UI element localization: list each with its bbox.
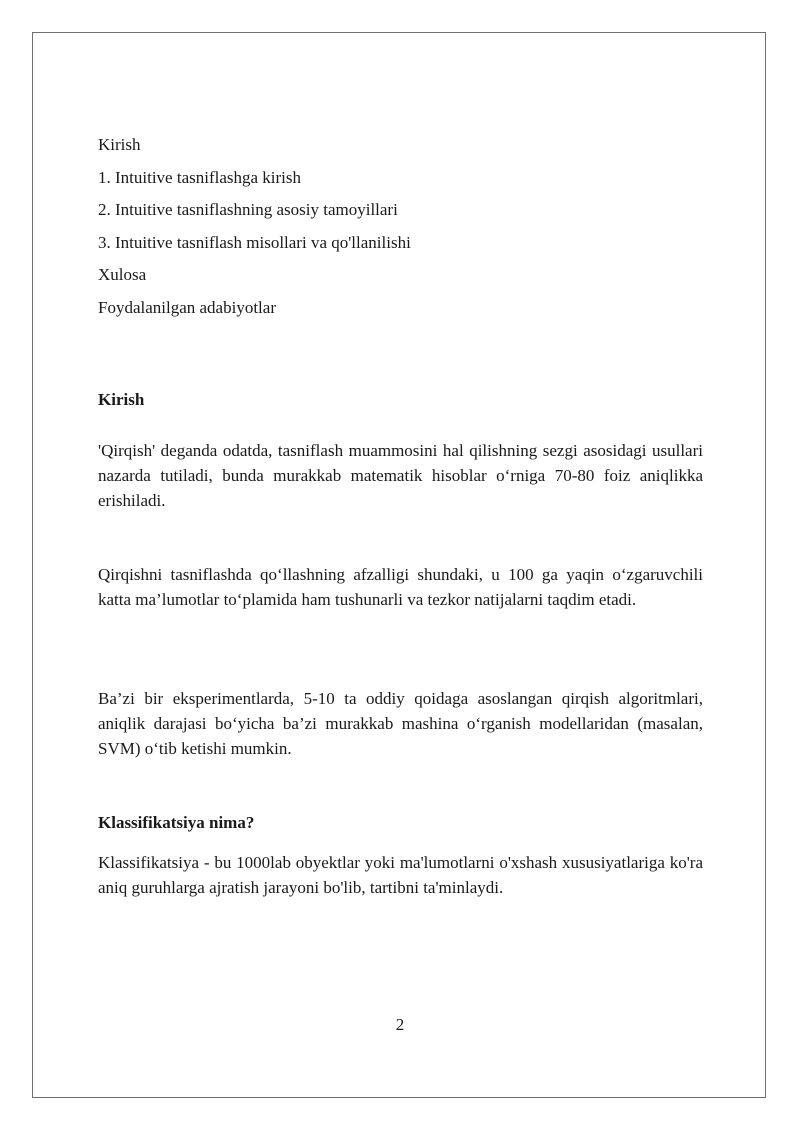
paragraph-intro-1: 'Qirqish' deganda odatda, tasniflash muammosini hal qilishning sezgi asosidagi usullari nazarda tutiladi, bunda murakkab matematik hisoblar o‘rniga 70-80 foiz aniqlikka erishiladi. (98, 441, 703, 510)
toc-item-1: 1. Intuitive tasniflashga kirish (98, 167, 302, 187)
toc-item-3: 3. Intuitive tasniflash misollari va qo'llanilishi (98, 232, 411, 252)
paragraph-classification: Klassifikatsiya - bu 1000lab obyektlar yoki ma'lumotlarni o'xshash xususiyatlariga ko'ra aniq guruhlarga ajratish jarayoni bo'lib, tartibni ta'minlaydi. (98, 853, 703, 897)
page-number: 2 (395, 1015, 405, 1034)
toc-item-adabiyotlar: Foydalanilgan adabiyotlar (98, 297, 276, 317)
paragraph-intro-3: Ba’zi bir eksperimentlarda, 5-10 ta oddiy qoidaga asoslangan qirqish algoritmlari, aniqlik darajasi bo‘yicha ba’zi murakkab mashina o‘rganish modellaridan (masalan, SVM) o‘tib ketishi mumkin. (98, 689, 703, 758)
paragraph-intro-2: Qirqishni tasniflashda qo‘llashning afzalligi shundaki, u 100 ga yaqin o‘zgaruvchili katta ma’lumotlar to‘plamida ham tushunarli va tezkor natijalarni taqdim etadi. (98, 565, 703, 609)
section-heading-kirish: Kirish (98, 390, 145, 409)
document-page (32, 32, 766, 1098)
table-of-contents (98, 129, 708, 324)
toc-item-2: 2. Intuitive tasniflashning asosiy tamoyillari (98, 200, 398, 219)
toc-item-xulosa: Xulosa (98, 265, 147, 284)
toc-item-kirish: Kirish (98, 135, 141, 154)
section-heading-klassifikatsiya: Klassifikatsiya nima? (98, 813, 255, 832)
